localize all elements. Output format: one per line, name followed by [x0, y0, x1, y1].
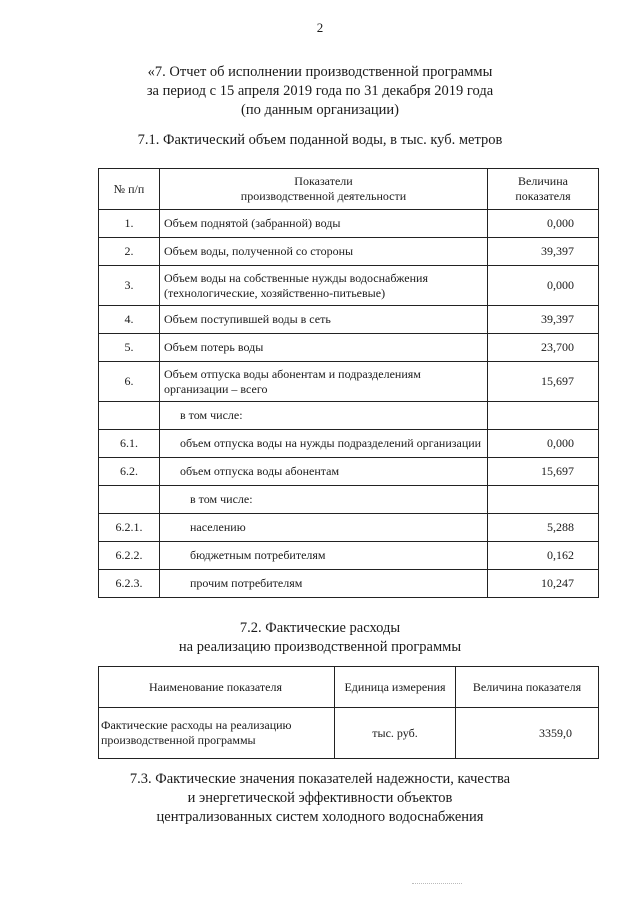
row-value-cell: 39,397	[488, 238, 599, 266]
row-value-cell: 0,000	[488, 266, 599, 306]
section-7-3-title-line-1: 7.3. Фактические значения показателей надежности, качества	[129, 771, 511, 787]
table-header-row	[99, 169, 599, 210]
table-row	[99, 458, 599, 486]
section-7-3-title	[0, 770, 640, 827]
column-header-name: Наименование показателя	[99, 667, 335, 708]
row-number-cell	[99, 402, 160, 430]
column-header-number: № п/п	[99, 169, 160, 210]
row-value-cell: 15,697	[488, 362, 599, 402]
table-row	[99, 570, 599, 598]
expenses-table	[98, 666, 599, 759]
table-row	[99, 210, 599, 238]
row-value-cell: 0,000	[488, 210, 599, 238]
row-number-cell: 6.2.1.	[99, 514, 160, 542]
row-value-cell	[488, 486, 599, 514]
row-number-cell: 6.2.2.	[99, 542, 160, 570]
table-row	[99, 238, 599, 266]
table-row	[99, 708, 599, 759]
row-label-cell: Объем потерь воды	[160, 334, 488, 362]
report-title-line-3: (по данным организации)	[240, 102, 399, 118]
column-header-indicator	[160, 169, 488, 210]
page-number: 2	[316, 20, 324, 35]
row-value-cell: 39,397	[488, 306, 599, 334]
row-label-cell: бюджетным потребителям	[160, 542, 488, 570]
table-row	[99, 362, 599, 402]
section-7-3-title-line-2: и энергетической эффективности объектов	[187, 790, 453, 806]
section-7-1-title: 7.1. Фактический объем поданной воды, в тыс. куб. метров	[137, 132, 503, 148]
row-value-cell: 5,288	[488, 514, 599, 542]
table-row	[99, 542, 599, 570]
report-title-line-1: «7. Отчет об исполнении производственной программы	[147, 64, 493, 80]
row-value-cell: 23,700	[488, 334, 599, 362]
column-header-indicator-line-2: производственной деятельности	[240, 189, 407, 203]
row-label-cell: населению	[160, 514, 488, 542]
expense-value-cell: 3359,0	[456, 708, 599, 759]
row-number-cell: 6.2.	[99, 458, 160, 486]
table-row	[99, 334, 599, 362]
section-7-2-title	[0, 619, 640, 657]
column-header-value	[488, 169, 599, 210]
section-7-2-title-line-2: на реализацию производственной программы	[178, 639, 462, 655]
row-value-cell: 10,247	[488, 570, 599, 598]
expense-unit-cell: тыс. руб.	[335, 708, 456, 759]
water-volume-table	[98, 168, 599, 598]
row-number-cell: 1.	[99, 210, 160, 238]
row-number-cell: 6.	[99, 362, 160, 402]
row-number-cell: 4.	[99, 306, 160, 334]
row-number-cell: 6.1.	[99, 430, 160, 458]
table-row	[99, 402, 599, 430]
column-header-value: Величина показателя	[456, 667, 599, 708]
row-number-cell	[99, 486, 160, 514]
row-label-cell: Объем отпуска воды абонентам и подразделениям организации – всего	[160, 362, 488, 402]
row-label-cell: объем отпуска воды на нужды подразделений организации	[160, 430, 488, 458]
section-7-2-title-line-1: 7.2. Фактические расходы	[239, 620, 401, 636]
row-number-cell: 6.2.3.	[99, 570, 160, 598]
row-number-cell: 5.	[99, 334, 160, 362]
report-title	[0, 63, 640, 120]
table-row	[99, 306, 599, 334]
row-label-cell: Объем воды, полученной со стороны	[160, 238, 488, 266]
report-title-line-2: за период с 15 апреля 2019 года по 31 декабря 2019 года	[146, 83, 494, 99]
row-value-cell	[488, 402, 599, 430]
column-header-value-line-2: показателя	[515, 189, 571, 203]
row-value-cell: 0,000	[488, 430, 599, 458]
column-header-value-line-1: Величина	[518, 174, 568, 188]
row-label-cell: объем отпуска воды абонентам	[160, 458, 488, 486]
row-label-cell: в том числе:	[160, 486, 488, 514]
column-header-indicator-line-1: Показатели	[294, 174, 353, 188]
column-header-unit: Единица измерения	[335, 667, 456, 708]
expense-name-cell: Фактические расходы на реализацию производственной программы	[99, 708, 335, 759]
row-label-cell: прочим потребителям	[160, 570, 488, 598]
row-label-cell: в том числе:	[160, 402, 488, 430]
table-row	[99, 430, 599, 458]
table-header-row	[99, 667, 599, 708]
row-label-cell: Объем поднятой (забранной) воды	[160, 210, 488, 238]
row-label-cell: Объем поступившей воды в сеть	[160, 306, 488, 334]
row-number-cell: 2.	[99, 238, 160, 266]
table-row	[99, 266, 599, 306]
row-number-cell: 3.	[99, 266, 160, 306]
table-row	[99, 514, 599, 542]
row-label-cell: Объем воды на собственные нужды водоснабжения (технологические, хозяйственно-питьевые)	[160, 266, 488, 306]
row-value-cell: 0,162	[488, 542, 599, 570]
table-row	[99, 486, 599, 514]
scan-mark	[412, 883, 462, 887]
section-7-3-title-line-3: централизованных систем холодного водоснабжения	[156, 809, 484, 825]
row-value-cell: 15,697	[488, 458, 599, 486]
